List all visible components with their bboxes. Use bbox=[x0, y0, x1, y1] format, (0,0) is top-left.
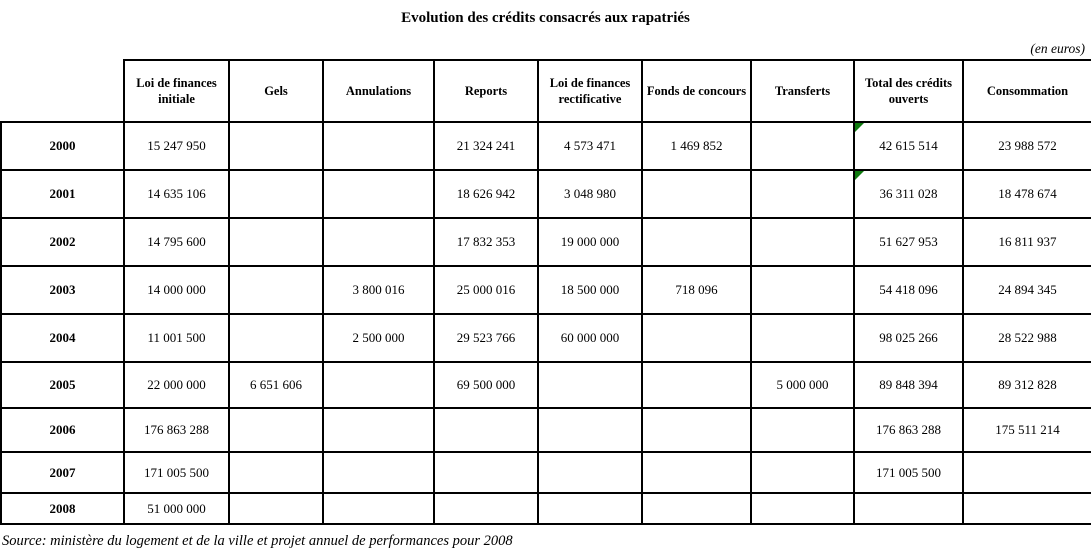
data-cell: 69 500 000 bbox=[434, 362, 538, 408]
credits-table bbox=[0, 59, 1091, 525]
table-row bbox=[1, 122, 1091, 170]
header-cell: Reports bbox=[434, 60, 538, 122]
header-cell: Transferts bbox=[751, 60, 854, 122]
data-cell: 14 000 000 bbox=[124, 266, 229, 314]
data-cell bbox=[229, 493, 323, 524]
data-cell bbox=[751, 408, 854, 452]
page-title: Evolution des crédits consacrés aux rapatriés bbox=[401, 10, 690, 26]
table-row bbox=[1, 408, 1091, 452]
corner-cell bbox=[1, 60, 124, 122]
data-cell: 51 627 953 bbox=[854, 218, 963, 266]
data-cell: 18 500 000 bbox=[538, 266, 642, 314]
data-cell: 51 000 000 bbox=[124, 493, 229, 524]
row-year: 2008 bbox=[1, 493, 124, 524]
data-cell bbox=[229, 122, 323, 170]
data-cell bbox=[642, 170, 751, 218]
data-cell: 14 795 600 bbox=[124, 218, 229, 266]
row-year: 2004 bbox=[1, 314, 124, 362]
data-cell bbox=[538, 408, 642, 452]
row-year: 2001 bbox=[1, 170, 124, 218]
data-cell bbox=[434, 408, 538, 452]
data-cell: 89 312 828 bbox=[963, 362, 1091, 408]
data-cell: 5 000 000 bbox=[751, 362, 854, 408]
header-cell: Fonds de concours bbox=[642, 60, 751, 122]
data-cell bbox=[229, 452, 323, 493]
row-year: 2005 bbox=[1, 362, 124, 408]
data-cell bbox=[323, 493, 434, 524]
data-cell: 54 418 096 bbox=[854, 266, 963, 314]
data-cell bbox=[642, 218, 751, 266]
green-corner-marker-icon bbox=[855, 171, 864, 180]
table-row bbox=[1, 493, 1091, 524]
data-cell: 14 635 106 bbox=[124, 170, 229, 218]
data-cell: 22 000 000 bbox=[124, 362, 229, 408]
data-cell bbox=[323, 218, 434, 266]
data-cell: 16 811 937 bbox=[963, 218, 1091, 266]
table-row bbox=[1, 314, 1091, 362]
data-cell bbox=[751, 266, 854, 314]
source-note: Source: ministère du logement et de la ville et projet annuel de performances pour 2008 bbox=[2, 533, 513, 549]
data-cell: 18 626 942 bbox=[434, 170, 538, 218]
data-cell: 4 573 471 bbox=[538, 122, 642, 170]
data-cell: 23 988 572 bbox=[963, 122, 1091, 170]
table-row bbox=[1, 266, 1091, 314]
data-cell bbox=[642, 362, 751, 408]
data-cell: 36 311 028 bbox=[854, 170, 963, 218]
data-cell bbox=[229, 266, 323, 314]
header-cell: Loi de finances rectificative bbox=[538, 60, 642, 122]
data-cell: 42 615 514 bbox=[854, 122, 963, 170]
data-cell: 18 478 674 bbox=[963, 170, 1091, 218]
data-cell: 171 005 500 bbox=[854, 452, 963, 493]
data-cell bbox=[854, 493, 963, 524]
data-cell bbox=[751, 170, 854, 218]
table-row bbox=[1, 362, 1091, 408]
data-cell: 89 848 394 bbox=[854, 362, 963, 408]
table-row bbox=[1, 218, 1091, 266]
data-cell: 11 001 500 bbox=[124, 314, 229, 362]
data-cell bbox=[642, 493, 751, 524]
data-cell bbox=[642, 408, 751, 452]
data-cell: 718 096 bbox=[642, 266, 751, 314]
data-cell: 3 048 980 bbox=[538, 170, 642, 218]
data-cell: 176 863 288 bbox=[124, 408, 229, 452]
header-cell: Loi de finances initiale bbox=[124, 60, 229, 122]
row-year: 2006 bbox=[1, 408, 124, 452]
data-cell: 1 469 852 bbox=[642, 122, 751, 170]
table-row bbox=[1, 452, 1091, 493]
data-cell: 176 863 288 bbox=[854, 408, 963, 452]
data-cell: 175 511 214 bbox=[963, 408, 1091, 452]
data-cell bbox=[538, 452, 642, 493]
data-cell bbox=[751, 122, 854, 170]
row-year: 2007 bbox=[1, 452, 124, 493]
data-cell bbox=[229, 314, 323, 362]
data-cell bbox=[538, 493, 642, 524]
data-cell bbox=[229, 218, 323, 266]
table-row bbox=[1, 170, 1091, 218]
green-corner-marker-icon bbox=[855, 123, 864, 132]
data-cell bbox=[751, 314, 854, 362]
data-cell bbox=[751, 493, 854, 524]
data-cell bbox=[323, 408, 434, 452]
data-cell: 15 247 950 bbox=[124, 122, 229, 170]
row-year: 2000 bbox=[1, 122, 124, 170]
data-cell bbox=[323, 452, 434, 493]
header-row bbox=[1, 60, 1091, 122]
data-cell bbox=[229, 170, 323, 218]
header-cell: Annulations bbox=[323, 60, 434, 122]
data-cell bbox=[642, 452, 751, 493]
header-cell: Total des crédits ouverts bbox=[854, 60, 963, 122]
data-cell bbox=[963, 452, 1091, 493]
data-cell bbox=[323, 362, 434, 408]
data-cell bbox=[751, 218, 854, 266]
data-cell: 6 651 606 bbox=[229, 362, 323, 408]
data-cell: 171 005 500 bbox=[124, 452, 229, 493]
data-cell bbox=[323, 122, 434, 170]
data-cell bbox=[538, 362, 642, 408]
data-cell: 24 894 345 bbox=[963, 266, 1091, 314]
data-cell: 21 324 241 bbox=[434, 122, 538, 170]
data-cell bbox=[434, 493, 538, 524]
unit-note: (en euros) bbox=[1030, 41, 1085, 56]
header-cell: Consommation bbox=[963, 60, 1091, 122]
data-cell: 28 522 988 bbox=[963, 314, 1091, 362]
data-cell bbox=[323, 170, 434, 218]
data-cell bbox=[963, 493, 1091, 524]
data-cell: 3 800 016 bbox=[323, 266, 434, 314]
data-cell: 29 523 766 bbox=[434, 314, 538, 362]
data-cell bbox=[434, 452, 538, 493]
row-year: 2003 bbox=[1, 266, 124, 314]
data-cell bbox=[229, 408, 323, 452]
data-cell bbox=[642, 314, 751, 362]
data-cell: 2 500 000 bbox=[323, 314, 434, 362]
data-cell: 25 000 016 bbox=[434, 266, 538, 314]
data-cell: 17 832 353 bbox=[434, 218, 538, 266]
data-cell: 98 025 266 bbox=[854, 314, 963, 362]
data-cell: 60 000 000 bbox=[538, 314, 642, 362]
header-cell: Gels bbox=[229, 60, 323, 122]
data-cell: 19 000 000 bbox=[538, 218, 642, 266]
data-cell bbox=[751, 452, 854, 493]
row-year: 2002 bbox=[1, 218, 124, 266]
